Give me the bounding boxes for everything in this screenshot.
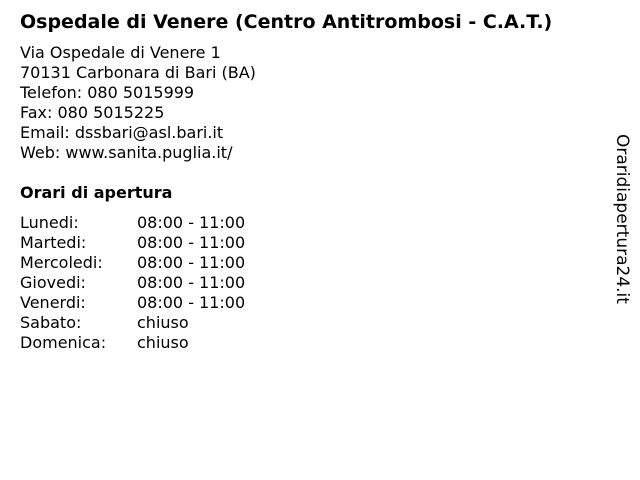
fax-number: Fax: 080 5015225 — [20, 103, 165, 122]
contact-block — [20, 43, 256, 163]
time-value: chiuso — [137, 313, 189, 332]
time-value: 08:00 - 11:00 — [137, 293, 246, 312]
day-label: Giovedi: — [20, 273, 86, 292]
email-address: Email: dssbari@asl.bari.it — [20, 123, 224, 142]
time-value: chiuso — [137, 333, 189, 352]
page-title: Ospedale di Venere (Centro Antitrombosi - C.A.T.) — [20, 11, 553, 33]
address-city: 70131 Carbonara di Bari (BA) — [20, 63, 256, 82]
website-url: Web: www.sanita.puglia.it/ — [20, 143, 233, 162]
day-label: Martedi: — [20, 233, 87, 252]
site-watermark: Oraridiapertura24.it — [612, 134, 632, 304]
phone-number: Telefon: 080 5015999 — [20, 83, 195, 102]
time-value: 08:00 - 11:00 — [137, 273, 246, 292]
day-label: Mercoledi: — [20, 253, 103, 272]
day-label: Sabato: — [20, 313, 82, 332]
opening-hours-heading: Orari di apertura — [20, 183, 173, 202]
time-value: 08:00 - 11:00 — [137, 233, 246, 252]
day-label: Venerdi: — [20, 293, 86, 312]
time-value: 08:00 - 11:00 — [137, 213, 246, 232]
day-label: Domenica: — [20, 333, 107, 352]
time-value: 08:00 - 11:00 — [137, 253, 246, 272]
day-label: Lunedi: — [20, 213, 79, 232]
address-street: Via Ospedale di Venere 1 — [20, 43, 221, 62]
